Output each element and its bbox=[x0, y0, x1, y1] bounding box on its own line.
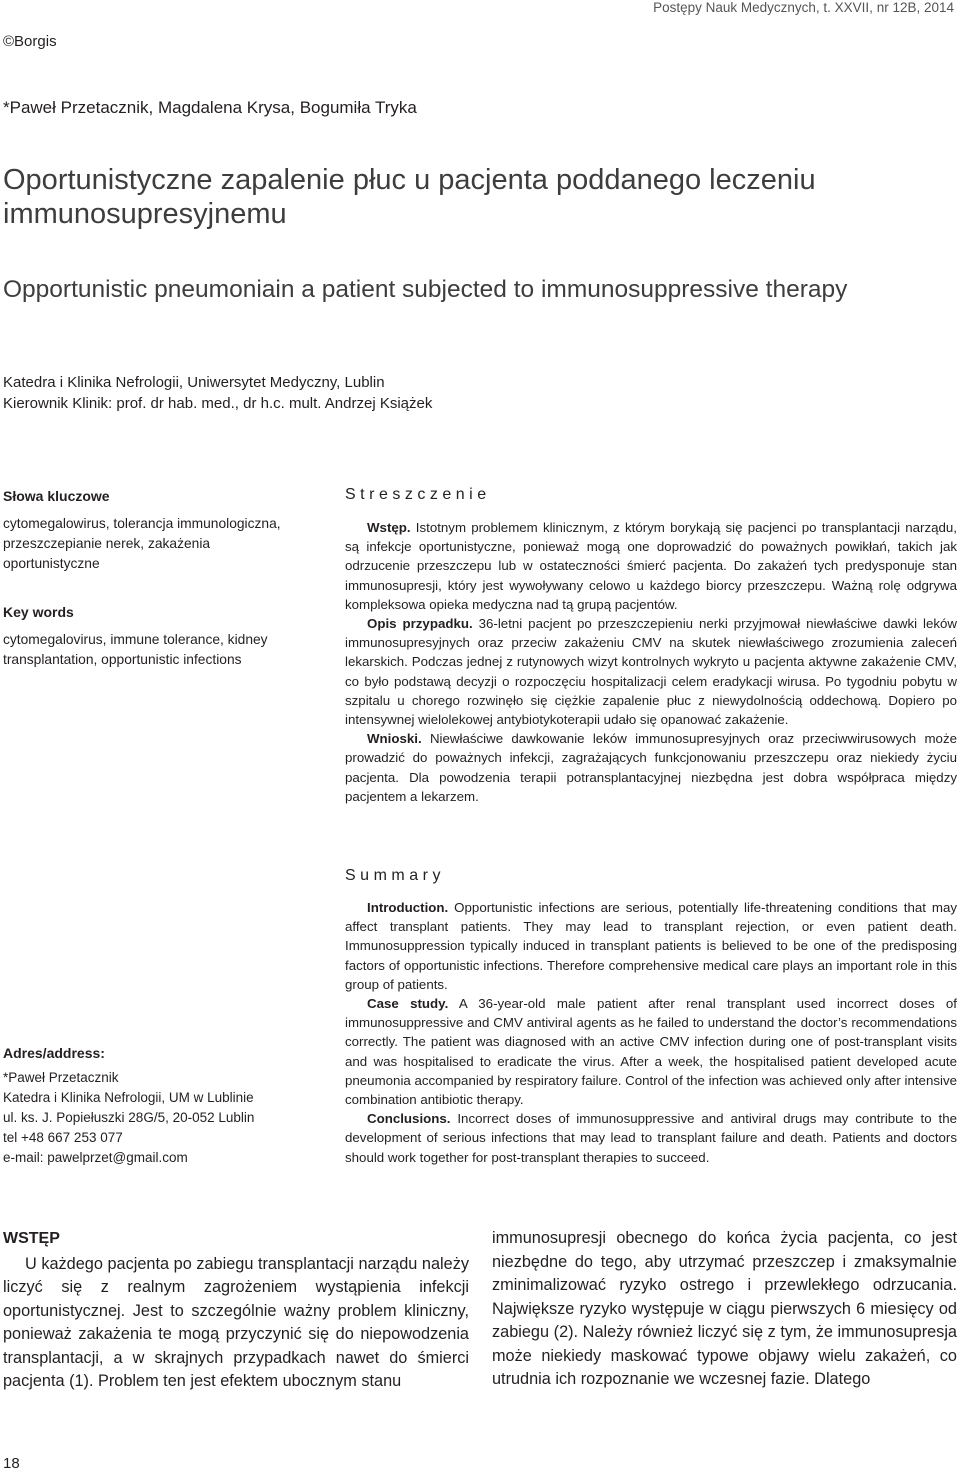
streszczenie-wnioski bbox=[345, 729, 957, 806]
streszczenie-wstep-label: Wstęp. bbox=[367, 520, 411, 535]
address-institution: Katedra i Klinika Nefrologii, UM w Lublinie bbox=[3, 1090, 254, 1105]
streszczenie-opis bbox=[345, 614, 957, 729]
address-phone: tel +48 667 253 077 bbox=[3, 1130, 123, 1145]
address-name: *Paweł Przetacznik bbox=[3, 1070, 119, 1085]
title-polish: Oportunistyczne zapalenie płuc u pacjenta poddanego leczeniu immunosupresyjnemu bbox=[3, 164, 816, 230]
publisher-label: ©Borgis bbox=[3, 33, 57, 50]
summary-case-study-text: A 36-year-old male patient after renal transplant used incorrect doses of immunosuppressive and CMV antiviral agents as he failed to understand the doctor’s recommendations correctly. The patient was diagnosed with an active CMV infection during one of post-transplant visits and was hospitalised to eradicate the virus. After a week, the hospitalised patient developed acute pneumonia accompanied by respiratory failure. Control of the infection was achieved only after intensive combination antibiotic therapy. bbox=[345, 996, 957, 1108]
streszczenie-opis-label: Opis przypadku. bbox=[367, 616, 473, 632]
title-english: Opportunistic pneumoniain a patient subjected to immunosuppressive therapy bbox=[3, 276, 848, 303]
affiliation bbox=[3, 372, 432, 414]
streszczenie-body bbox=[345, 518, 957, 806]
summary-conclusions bbox=[345, 1109, 957, 1167]
correspondence-address bbox=[3, 1043, 303, 1168]
summary-case-study bbox=[345, 994, 957, 1109]
streszczenie-heading: Streszczenie bbox=[345, 486, 491, 503]
streszczenie-wstep bbox=[345, 518, 957, 614]
journal-header: Postępy Nauk Medycznych, t. XXVII, nr 12B, 2014 bbox=[653, 0, 954, 15]
summary-introduction-label: Introduction. bbox=[367, 900, 449, 915]
summary-heading: Summary bbox=[345, 867, 445, 884]
address-street: ul. ks. J. Popiełuszki 28G/5, 20-052 Lublin bbox=[3, 1110, 255, 1125]
streszczenie-wnioski-label: Wnioski. bbox=[367, 731, 422, 747]
summary-conclusions-label: Conclusions. bbox=[367, 1111, 451, 1127]
body-left-paragraph: U każdego pacjenta po zabiegu transplantacji narządu należy liczyć się z realnym zagrożeniem wystąpienia infekcji oportunistycznej. Jest to szczególnie ważny problem kliniczny, ponieważ zakażenia te mogą przyczynić się do niepowodzenia transplantacji, a w skrajnych przypadkach nawet do śmierci pacjenta (1). Problem ten jest efektem ubocznym stanu bbox=[3, 1254, 469, 1390]
summary-conclusions-text: Incorrect doses of immunosuppressive and antiviral drugs may contribute to the development of serious infections that may lead to transplant failure and death. Patients and doctors should work together for post-transplant therapies to succeed. bbox=[345, 1111, 957, 1165]
summary-body bbox=[345, 898, 957, 1167]
authors: *Paweł Przetacznik, Magdalena Krysa, Bogumiła Tryka bbox=[3, 98, 417, 117]
summary-introduction bbox=[345, 898, 957, 994]
keywords-english-text: cytomegalovirus, immune tolerance, kidney transplantation, opportunistic infections bbox=[3, 632, 268, 667]
affiliation-line-2: Kierownik Klinik: prof. dr hab. med., dr h.c. mult. Andrzej Książek bbox=[3, 395, 433, 412]
keywords-english bbox=[3, 602, 303, 670]
streszczenie-wstep-text: Istotnym problemem klinicznym, z którym borykają się pacjenci po transplantacji narządu, są infekcje oportunistyczne, ponieważ mogą one doprowadzić do poważnych powikłań, takich jak odrzucenie przeszczepu lub w ostateczności śmierć pacjenta. Do zakażeń tych predysponuje stan immunosupresji, który jest wywoływany celowo u każdego biorcy przeszczepu. Ważną rolę odgrywa kompleksowa opieka medyczna nad tą grupą pacjentów. bbox=[345, 520, 957, 612]
body-column-left bbox=[3, 1227, 469, 1394]
body-right-paragraph: immunosupresji obecnego do końca życia pacjenta, co jest niezbędne do tego, aby utrzymać przeszczep i zmaksymalnie zminimalizować ryzyko ostrego i przewlekłego odrzucania. Największe ryzyko występuje w ciągu pierwszych 6 miesięcy od zabiegu (2). Należy również liczyć się z tym, że immunosupresja może niekiedy maskować typowe objawy wielu zakażeń, co utrudnia ich rozpoznanie we wczesnej fazie. Dlatego bbox=[492, 1229, 957, 1388]
streszczenie-opis-text: 36-letni pacjent po przeszczepieniu nerki przyjmował niewłaściwe dawki leków immunosupresyjnych oraz przeciw zakażeniu CMV na skutek niewłaściwego zrozumienia zaleceń lekarskich. Podczas jednej z rutynowych wizyt kontrolnych wykryto u pacjenta aktywne zakażenie CMV, co było podstawą decyzji o rozpoczęciu hospitalizacji celem eradykacji wirusa. Po tygodniu pobytu w szpitalu u chorego rozwinęło się ciężkie zapalenie płuc z niewydolnością oddechową. Dopiero po intensywnej wielolekowej antybiotykoterapii udało się opanować zakażenie. bbox=[345, 616, 957, 728]
address-email: e-mail: pawelprzet@gmail.com bbox=[3, 1150, 188, 1165]
keywords-english-heading: Key words bbox=[3, 604, 74, 620]
streszczenie-wnioski-text: Niewłaściwe dawkowanie leków immunosupresyjnych oraz przeciwwirusowych może prowadzić do poważnych infekcji, zagrażających funkcjonowaniu przeszczepu oraz niekiedy życiu pacjenta. Dla powodzenia terapii potransplantacyjnej niezbędna jest dobra współpraca między pacjentem a lekarzem. bbox=[345, 731, 957, 804]
body-heading: WSTĘP bbox=[3, 1230, 60, 1247]
affiliation-line-1: Katedra i Klinika Nefrologii, Uniwersytet Medyczny, Lublin bbox=[3, 374, 385, 391]
summary-case-study-label: Case study. bbox=[367, 996, 449, 1012]
body-column-right bbox=[492, 1227, 957, 1392]
summary-introduction-text: Opportunistic infections are serious, potentially life-threatening conditions that may affect transplant patients. They may lead to transplant rejection, or even patient death. Immunosuppression typically induced in transplant patients is believed to be one of the predisposing factors of opportunistic infections. Therefore comprehensive medical care plays an important role in this group of patients. bbox=[345, 900, 957, 992]
page-number: 18 bbox=[3, 1455, 20, 1472]
address-heading: Adres/address: bbox=[3, 1045, 105, 1061]
keywords-polish-text: cytomegalowirus, tolerancja immunologiczna, przeszczepianie nerek, zakażenia oportunistyczne bbox=[3, 516, 281, 571]
keywords-polish-heading: Słowa kluczowe bbox=[3, 488, 110, 504]
keywords-polish bbox=[3, 486, 303, 574]
